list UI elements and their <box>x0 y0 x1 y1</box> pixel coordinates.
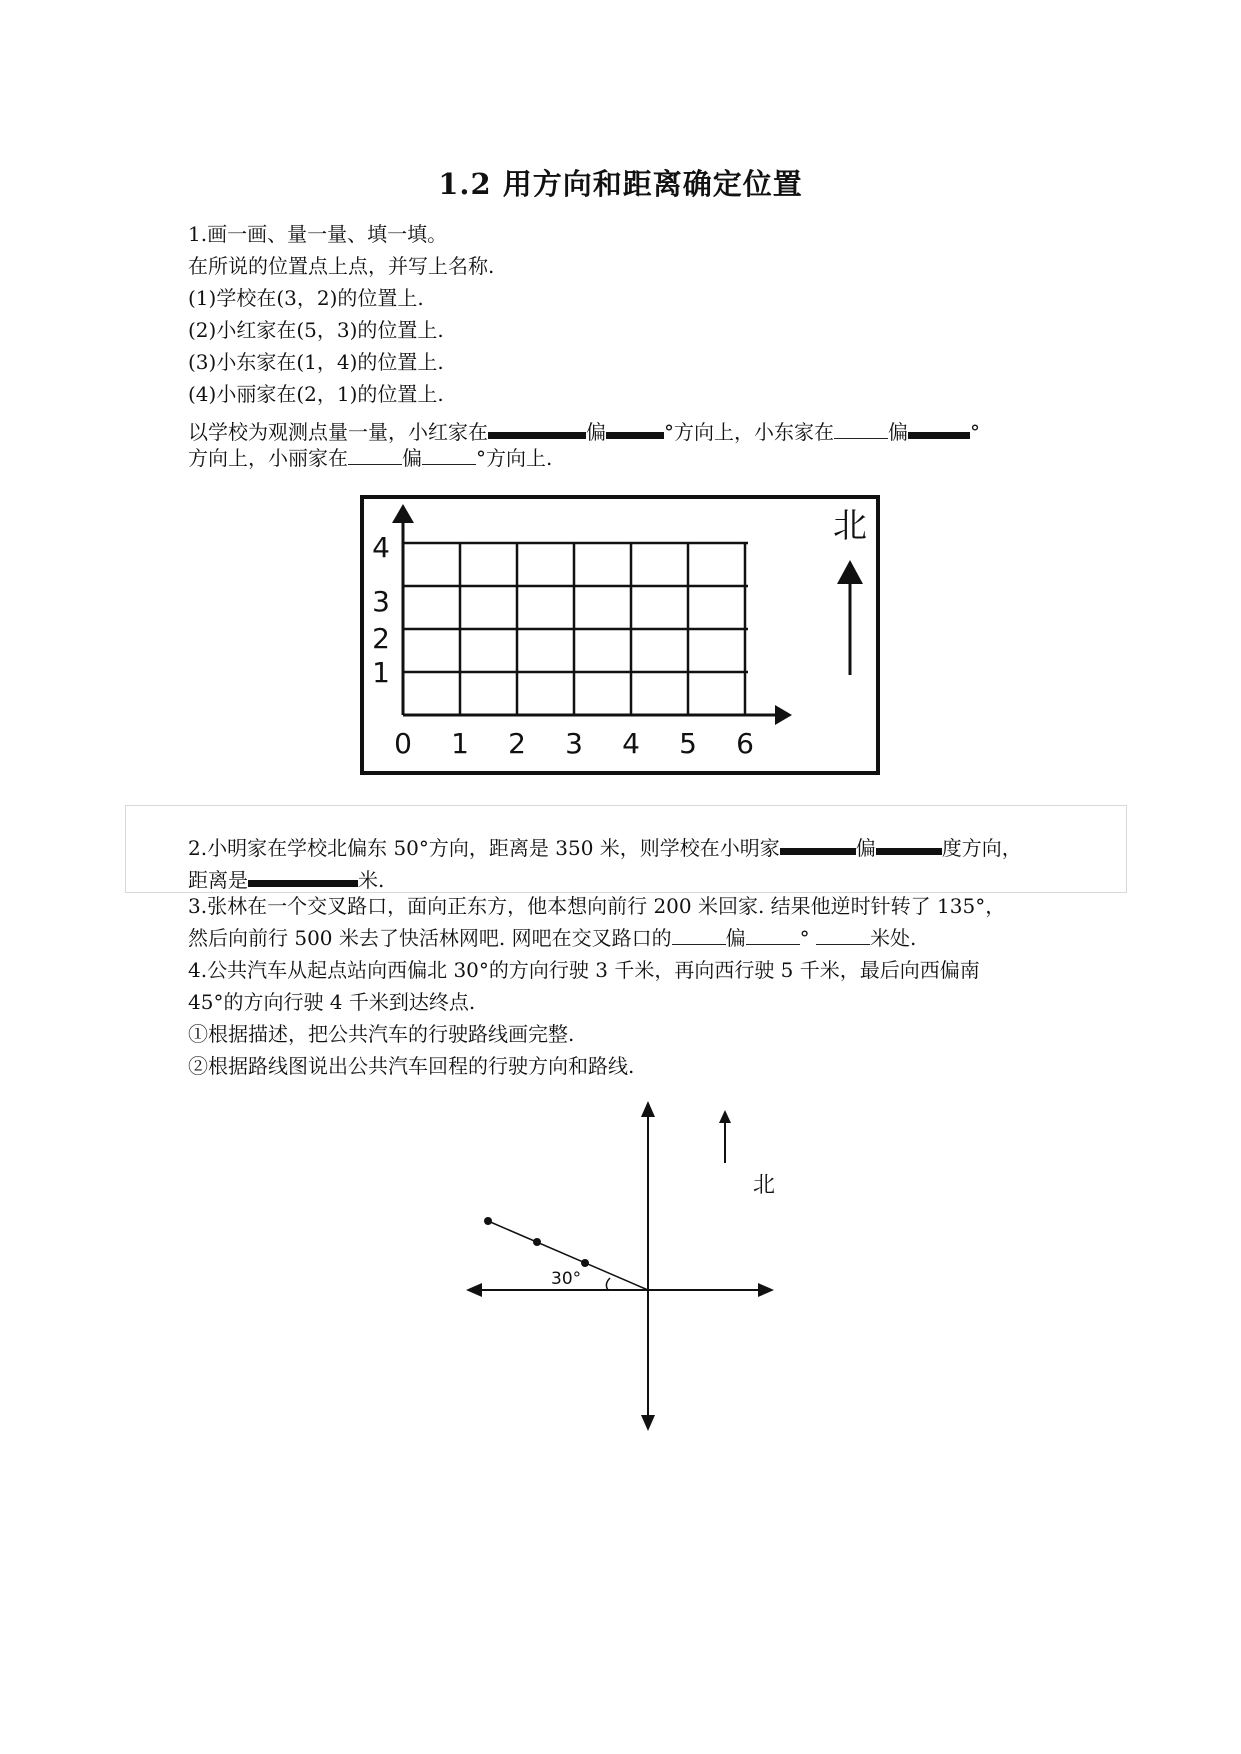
x-tick-label: 0 <box>394 727 412 760</box>
grid-lines <box>403 543 748 715</box>
route-point <box>484 1217 492 1225</box>
xiaoli-angle-blank[interactable] <box>422 446 476 465</box>
north-label: 北 <box>752 1173 776 1198</box>
q1-item-3: (3)小东家在(1，4)的位置上. <box>188 350 444 374</box>
q3-line-1: 3.张林在一个交叉路口，面向正东方，他本想向前行 200 米回家. 结果他逆时针转了 135°， <box>188 894 1006 918</box>
q4-sub-1: ①根据描述，把公共汽车的行驶路线画完整. <box>188 1022 575 1046</box>
y-tick-label: 2 <box>372 622 390 655</box>
q2-text-e: 米. <box>358 868 385 892</box>
xiaohong-direction-blank[interactable] <box>488 414 586 439</box>
q4-line-2: 45°的方向行驶 4 千米到达终点. <box>188 990 476 1014</box>
netcafe-angle-blank[interactable] <box>746 926 800 945</box>
q1-fill-text-a: 以学校为观测点量一量，小红家在 <box>188 420 488 444</box>
q4-line-1: 4.公共汽车从起点站向西偏北 30°的方向行驶 3 千米，再向西行驶 5 千米，最后向西偏南 <box>188 958 980 982</box>
netcafe-direction-blank[interactable] <box>672 926 726 945</box>
q2-text-b: 偏 <box>855 836 876 860</box>
q3-text-a: 然后向前行 500 米去了快活林网吧. 网吧在交叉路口的 <box>188 926 672 950</box>
q1-fill-text-b: 偏 <box>586 420 606 444</box>
north-indicator-arrow-icon <box>719 1110 731 1123</box>
xiaodong-angle-blank[interactable] <box>908 414 970 439</box>
q1-fill-text-d: 偏 <box>888 420 908 444</box>
south-axis-arrow-icon <box>641 1415 655 1431</box>
north-arrow-icon <box>837 560 863 584</box>
q1-item-2: (2)小红家在(5，3)的位置上. <box>188 318 444 342</box>
q2-line-1 <box>188 830 1022 860</box>
q3-text-c: ° <box>799 926 810 950</box>
xiaoli-direction-blank[interactable] <box>348 446 402 465</box>
angle-arc <box>606 1278 610 1290</box>
angle-label: 30° <box>551 1269 582 1289</box>
route-point <box>581 1259 589 1267</box>
xiaohong-angle-blank[interactable] <box>606 414 664 439</box>
x-tick-label: 3 <box>565 727 583 760</box>
y-tick-label: 1 <box>372 656 390 689</box>
north-axis-arrow-icon <box>641 1101 655 1117</box>
q4-sub-2: ②根据路线图说出公共汽车回程的行驶方向和路线. <box>188 1054 635 1078</box>
q1-fill2-text-a: 方向上，小丽家在 <box>188 446 348 470</box>
school-distance-blank[interactable] <box>248 862 358 887</box>
west-arrow-icon <box>466 1283 482 1297</box>
q2-text-c: 度方向， <box>941 836 1022 860</box>
east-arrow-icon <box>758 1283 774 1297</box>
q3-text-b: 偏 <box>725 926 746 950</box>
q3-text-d: 米处. <box>869 926 917 950</box>
x-tick-label: 6 <box>736 727 754 760</box>
q2-text-d: 距离是 <box>188 868 248 892</box>
xiaodong-direction-blank[interactable] <box>834 420 888 439</box>
north-label: 北 <box>833 506 867 546</box>
q1-fill2-text-b: 偏 <box>402 446 422 470</box>
school-angle-blank[interactable] <box>876 830 942 855</box>
coordinate-grid-figure <box>355 490 885 780</box>
q1-fill-text-e: ° <box>970 420 980 444</box>
q2-text-a: 2.小明家在学校北偏东 50°方向，距离是 350 米，则学校在小明家 <box>188 836 780 860</box>
netcafe-distance-blank[interactable] <box>816 926 870 945</box>
q1-fill-line-1 <box>188 414 980 444</box>
q1-instruction: 在所说的位置点上点，并写上名称. <box>188 254 495 278</box>
y-tick-label: 3 <box>372 585 390 618</box>
x-tick-label: 2 <box>508 727 526 760</box>
q1-item-4: (4)小丽家在(2，1)的位置上. <box>188 382 444 406</box>
q1-heading: 1.画一画、量一量、填一填。 <box>188 222 448 246</box>
q1-item-1: (1)学校在(3，2)的位置上. <box>188 286 424 310</box>
y-tick-label: 4 <box>372 531 390 564</box>
y-axis-arrow-icon <box>392 504 414 523</box>
route-point <box>533 1238 541 1246</box>
q1-fill-text-c: °方向上，小东家在 <box>664 420 834 444</box>
q1-fill2-text-c: °方向上. <box>476 446 553 470</box>
q2-line-2 <box>188 862 384 892</box>
figure-border <box>362 497 878 773</box>
school-direction-blank[interactable] <box>780 830 856 855</box>
page-title: 1.2 用方向和距离确定位置 <box>438 167 803 201</box>
q3-line-2 <box>188 926 916 950</box>
x-axis-arrow-icon <box>775 705 792 725</box>
x-tick-label: 4 <box>622 727 640 760</box>
bus-route-figure <box>460 1105 800 1435</box>
x-tick-label: 1 <box>451 727 469 760</box>
q1-fill-line-2 <box>188 446 552 470</box>
x-tick-label: 5 <box>679 727 697 760</box>
